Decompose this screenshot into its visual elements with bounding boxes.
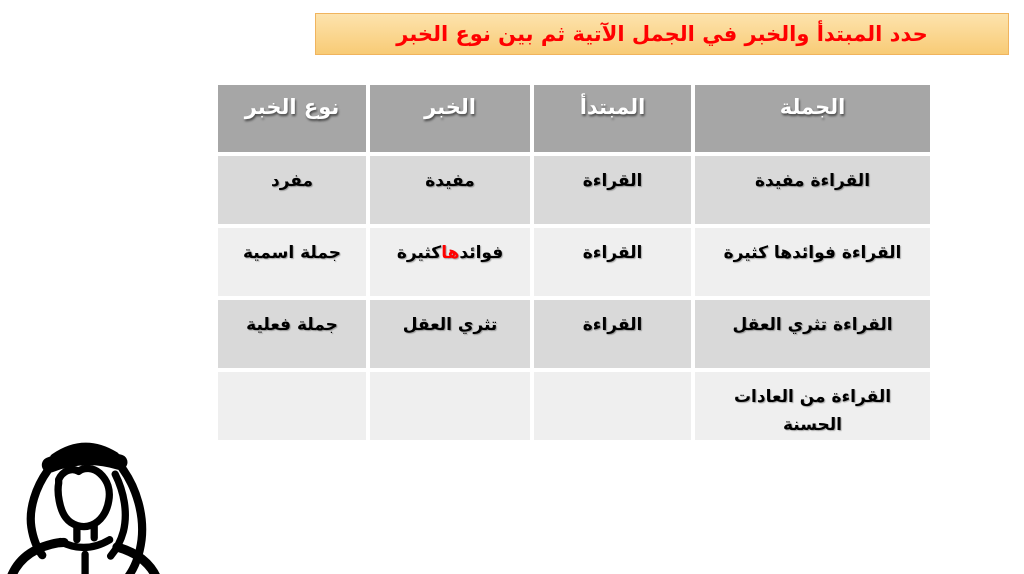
header-cell-khabar: الخبر [370,85,530,152]
cell-khabar-3: تثري العقل [370,300,530,368]
title-banner [315,13,1009,55]
khabar-suffix: كثيرة [396,243,442,263]
right-shoulder-line [117,547,159,574]
face-outline [58,468,109,526]
khabar-prefix: فوائد [459,243,504,263]
header-cell-type: نوع الخبر [218,85,366,152]
cell-mubtada-3: القراءة [534,300,691,368]
cell-sentence-4: القراءة من العادات الحسنة [695,372,930,440]
cell-type-2: جملة اسمية [218,228,366,296]
arab-man-illustration [4,422,168,574]
agal-band [50,457,120,465]
header-cell-mubtada: المبتدأ [534,85,691,152]
slide-title: حدد المبتدأ والخبر في الجمل الآتية ثم بين نوع الخبر [396,22,928,46]
cell-sentence-2: القراءة فوائدها كثيرة [695,228,930,296]
khabar-highlight: ها [441,243,460,263]
cell-sentence-1: القراءة مفيدة [695,156,930,224]
cell-mubtada-1: القراءة [534,156,691,224]
cell-mubtada-2: القراءة [534,228,691,296]
cell-type-3: جملة فعلية [218,300,366,368]
cell-mubtada-4 [534,372,691,440]
cell-type-4 [218,372,366,440]
cell-khabar-2 [370,228,530,296]
cell-khabar-4 [370,372,530,440]
header-cell-sentence: الجملة [695,85,930,152]
cell-sentence-3: القراءة تثري العقل [695,300,930,368]
left-shoulder-line [9,542,64,574]
cell-type-1: مفرد [218,156,366,224]
cell-khabar-1: مفيدة [370,156,530,224]
grammar-table [230,85,930,440]
